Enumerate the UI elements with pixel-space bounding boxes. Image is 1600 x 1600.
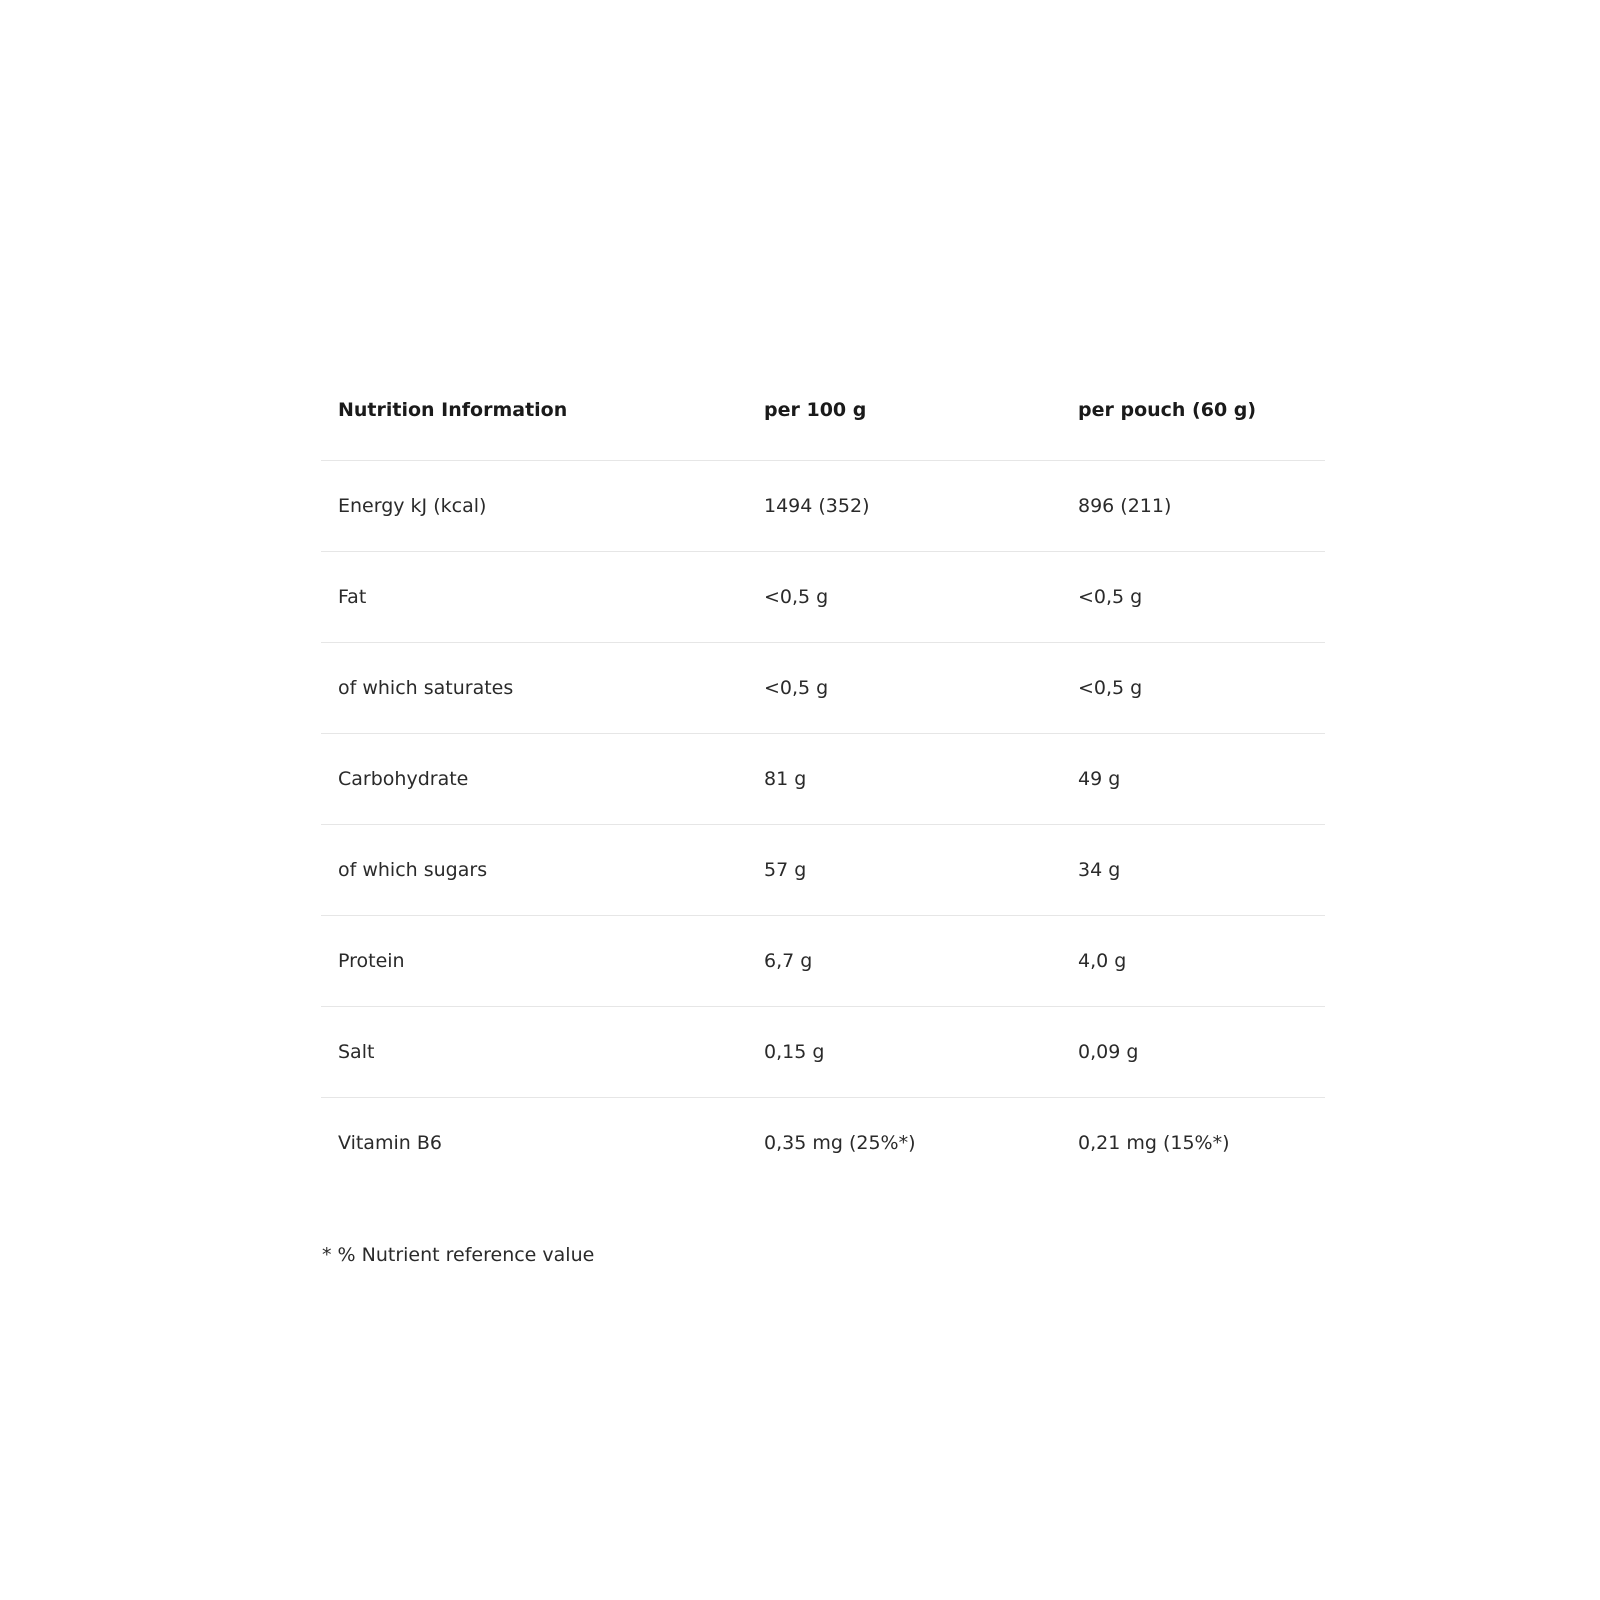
nutrient-name: Protein	[321, 916, 747, 1007]
table-row	[321, 461, 1325, 552]
header-nutrition-information: Nutrition Information	[321, 360, 747, 461]
value-per-pouch: <0,5 g	[1061, 552, 1325, 643]
value-per-pouch: 4,0 g	[1061, 916, 1325, 1007]
value-per-pouch: 34 g	[1061, 825, 1325, 916]
table-row	[321, 916, 1325, 1007]
header-per-100g: per 100 g	[747, 360, 1061, 461]
nutrient-name: Salt	[321, 1007, 747, 1098]
value-per-100g: 0,35 mg (25%*)	[764, 1132, 916, 1154]
nutrient-name: of which sugars	[321, 825, 747, 916]
value-per-100g: <0,5 g	[747, 552, 1061, 643]
value-per-100g: <0,5 g	[747, 643, 1061, 734]
value-per-pouch: 0,09 g	[1061, 1007, 1325, 1098]
value-per-pouch: 49 g	[1061, 734, 1325, 825]
table-row	[321, 825, 1325, 916]
nutrition-table	[321, 360, 1325, 1188]
nutrient-name: Carbohydrate	[321, 734, 747, 825]
table-header-row	[321, 360, 1325, 461]
table-row	[321, 1098, 1325, 1189]
value-per-pouch: <0,5 g	[1061, 643, 1325, 734]
nutrient-reference-footnote: * % Nutrient reference value	[322, 1244, 595, 1266]
value-per-100g: 6,7 g	[747, 916, 1061, 1007]
value-per-100g: 81 g	[747, 734, 1061, 825]
header-per-pouch: per pouch (60 g)	[1061, 360, 1325, 461]
table-row	[321, 643, 1325, 734]
nutrient-name: of which saturates	[321, 643, 747, 734]
value-per-100g: 57 g	[747, 825, 1061, 916]
nutrient-name: Fat	[321, 552, 747, 643]
nutrition-table-container	[321, 360, 1325, 1188]
table-row	[321, 552, 1325, 643]
nutrient-name: Energy kJ (kcal)	[321, 461, 747, 552]
value-per-pouch: 896 (211)	[1061, 461, 1325, 552]
value-per-pouch: 0,21 mg (15%*)	[1078, 1132, 1230, 1154]
table-row	[321, 734, 1325, 825]
nutrient-name: Vitamin B6	[338, 1132, 442, 1154]
table-row	[321, 1007, 1325, 1098]
value-per-100g: 1494 (352)	[747, 461, 1061, 552]
value-per-100g: 0,15 g	[747, 1007, 1061, 1098]
